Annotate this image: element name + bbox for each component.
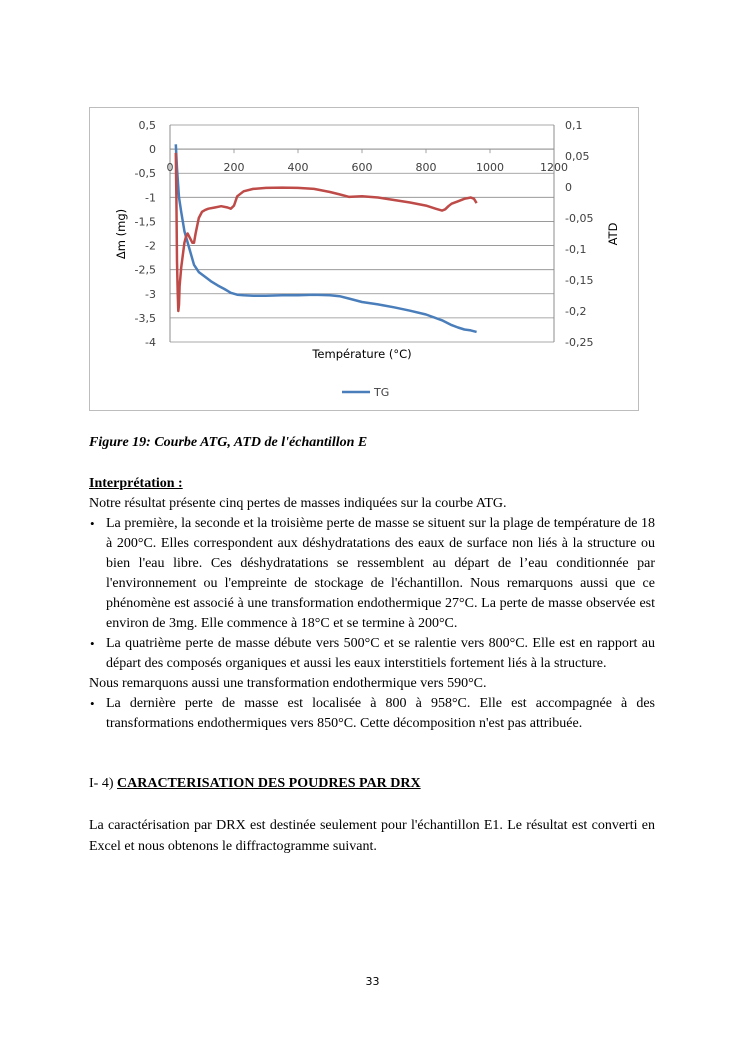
y2-tick-label: -0,25 bbox=[565, 336, 594, 349]
y-tick-label: -0,5 bbox=[134, 167, 156, 181]
x-axis-title: Température (°C) bbox=[312, 347, 412, 361]
section-title: CARACTERISATION DES POUDRES PAR DRX bbox=[117, 776, 421, 791]
x-tick-label: 800 bbox=[415, 161, 437, 175]
gridlines bbox=[170, 125, 554, 318]
x-tick-label: 0 bbox=[166, 161, 174, 175]
y-tick-label: -1 bbox=[145, 191, 156, 205]
y2-tick-labels bbox=[565, 119, 593, 349]
y2-tick-label: -0,1 bbox=[565, 243, 587, 256]
bullet-first-losses: • La première, la seconde et la troisième perte de masse se situent sur la plage de température de 18 à 200°C. Elles correspondent aux déshydratations des eaux de surface non liés à la structure ou bien l'eau libre. Ces déshydratations se ressemblent au départ de l’eau conditionnée par l'environnement ou l'empreinte de stockage de l'échantillon. Nous remarquons aussi que ce phénomène est associé à une transformation endothermique 27°C. La perte de masse observée est environ de 3mg. Elle commence à 18°C et se termine à 200°C. bbox=[89, 514, 655, 634]
y-tick-labels bbox=[135, 119, 156, 349]
chart-svg bbox=[90, 108, 640, 412]
interpretation-block bbox=[89, 474, 655, 734]
interpretation-heading: Interprétation : bbox=[89, 476, 183, 491]
interpretation-list bbox=[89, 514, 655, 674]
y-tick-label: 0,5 bbox=[138, 119, 156, 132]
legend-label-tg: TG bbox=[374, 386, 390, 399]
y-tick-label: -3 bbox=[145, 287, 156, 301]
interpretation-intro: Notre résultat présente cinq pertes de masses indiquées sur la courbe ATG. bbox=[89, 496, 507, 511]
section-body: La caractérisation par DRX est destinée seulement pour l'échantillon E1. Le résultat est converti en Excel et nous obtenons le diffractogramme suivant. bbox=[89, 818, 655, 854]
x-tick-label: 400 bbox=[287, 161, 309, 175]
section-heading bbox=[89, 774, 655, 794]
x-tick-label: 1000 bbox=[476, 161, 504, 175]
y2-tick-label: -0,05 bbox=[565, 212, 594, 225]
y-tick-label: 0 bbox=[149, 143, 156, 157]
bullet-last-loss: • La dernière perte de masse est localisée à 800 à 958°C. Elle est accompagnée à des transformations endothermiques vers 850°C. Cette décomposition n'est pas attribuée. bbox=[89, 694, 655, 734]
x-tick-label: 200 bbox=[223, 161, 245, 175]
figure-caption: Figure 19: Courbe ATG, ATD de l'échantillon E bbox=[89, 435, 368, 450]
section-number: I- 4) bbox=[89, 776, 114, 791]
y2-tick-label: 0,05 bbox=[565, 150, 590, 163]
x-tick-label: 1200 bbox=[540, 161, 568, 175]
y-tick-label: -3,5 bbox=[134, 311, 156, 325]
interpretation-note: Nous remarquons aussi une transformation endothermique vers 590°C. bbox=[89, 676, 487, 691]
y-tick-label: -4 bbox=[145, 336, 156, 349]
bullet-fourth-loss: • La quatrième perte de masse débute vers 500°C et se ralentie vers 800°C. Elle est en rapport au départ des composés organiques et aussi les eaux interstitiels fortement liés à la structure. bbox=[89, 634, 655, 674]
x-tick-label: 600 bbox=[351, 161, 373, 175]
interpretation-list-2 bbox=[89, 694, 655, 734]
y2-tick-label: -0,15 bbox=[565, 274, 594, 287]
y2-tick-label: 0,1 bbox=[565, 119, 583, 132]
x-tick-labels bbox=[167, 161, 569, 174]
y-tick-label: -2,5 bbox=[134, 263, 156, 277]
y-tick-label: -2 bbox=[145, 239, 156, 253]
y-axis-title: Δm (mg) bbox=[114, 208, 128, 260]
y2-tick-label: 0 bbox=[565, 181, 572, 194]
tg-atd-chart bbox=[89, 107, 639, 411]
page-number: 33 bbox=[365, 975, 380, 988]
y-tick-label: -1,5 bbox=[134, 215, 156, 229]
y2-tick-label: -0,2 bbox=[565, 305, 587, 318]
y2-axis-title: ATD bbox=[606, 222, 620, 246]
axes bbox=[170, 125, 554, 342]
